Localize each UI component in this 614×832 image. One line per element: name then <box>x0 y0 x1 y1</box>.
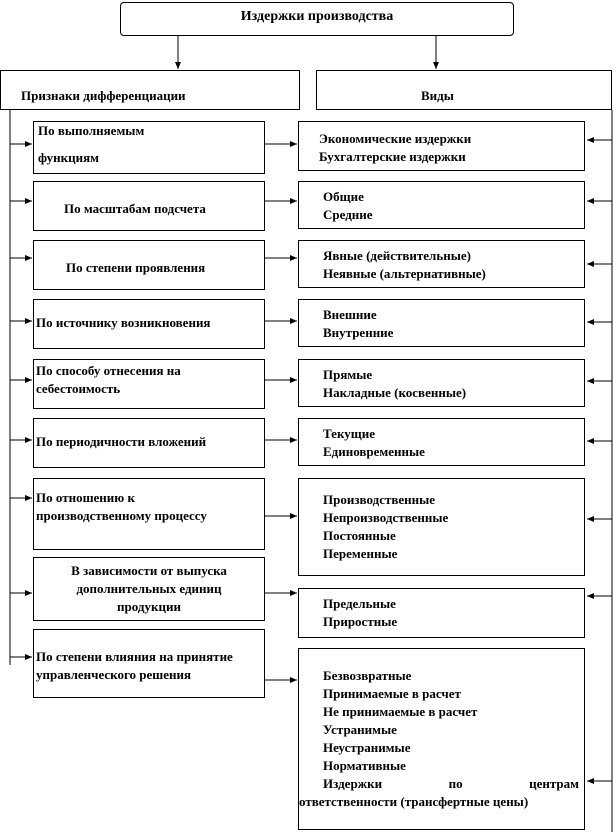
type-item-word: Издержки <box>323 776 383 791</box>
type-item: Прямые <box>323 367 373 382</box>
type-item: Безвозвратные <box>323 668 412 683</box>
criterion-box <box>33 478 265 550</box>
type-item: Внутренние <box>323 325 394 340</box>
types-box <box>298 299 585 347</box>
type-item-word: центрам <box>529 776 579 791</box>
criterion-text: продукции <box>117 599 181 614</box>
type-item: Средние <box>323 207 373 222</box>
type-item: ответственности (трансфертные цены) <box>299 794 529 809</box>
types-box <box>298 588 585 638</box>
type-item: Непроизводственные <box>323 510 449 525</box>
criterion-text: производственному процессу <box>36 508 207 523</box>
type-item: Явные (действительные) <box>323 248 471 263</box>
criterion-text: По степени влияния на принятие <box>36 649 233 664</box>
criterion-text: По периодичности вложений <box>36 434 207 449</box>
criteria-header <box>0 70 300 110</box>
criterion-text: функциям <box>38 150 100 165</box>
type-item: Единовременные <box>323 444 425 459</box>
criterion-box <box>33 240 265 290</box>
diagram-title-text: Издержки производства <box>240 9 394 24</box>
criterion-box <box>33 418 265 468</box>
type-item: Предельные <box>323 596 396 611</box>
criterion-text: По масштабам подсчета <box>64 201 206 216</box>
types-header-text: Виды <box>421 88 454 103</box>
diagram-title <box>120 2 514 36</box>
type-item: Производственные <box>323 492 436 507</box>
criterion-text: По способу отнесения на <box>36 363 181 378</box>
types-header <box>316 70 612 110</box>
types-box <box>298 648 585 830</box>
type-item: Накладные (косвенные) <box>323 385 467 400</box>
type-item: Не принимаемые в расчет <box>323 704 478 719</box>
type-item: Постоянные <box>323 528 396 543</box>
criterion-box <box>33 299 265 349</box>
type-item: Текущие <box>323 426 375 441</box>
types-box <box>298 359 585 407</box>
type-item: Неустранимые <box>323 740 411 755</box>
type-item: Принимаемые в расчет <box>323 686 461 701</box>
criterion-text: дополнительных единиц <box>76 581 222 596</box>
type-item: Общие <box>323 189 364 204</box>
types-box <box>298 240 585 288</box>
criterion-text: В зависимости от выпуска <box>71 563 227 578</box>
criterion-text: По степени проявления <box>66 260 206 275</box>
criterion-text: По выполняемым <box>38 123 145 138</box>
types-box <box>298 418 585 466</box>
type-item: Бухгалтерские издержки <box>319 149 466 164</box>
criterion-text: По источнику возникновения <box>36 315 211 330</box>
criterion-box <box>33 557 265 621</box>
criterion-box <box>33 629 265 698</box>
type-item: Устранимые <box>323 722 397 737</box>
type-item: Приростные <box>323 614 398 629</box>
criteria-header-text: Признаки дифференциации <box>21 88 186 103</box>
type-item: Неявные (альтернативные) <box>323 266 486 281</box>
type-item: Переменные <box>323 546 398 561</box>
criterion-box <box>33 181 265 231</box>
type-item-word: по <box>448 776 463 791</box>
type-item: Нормативные <box>323 758 406 773</box>
criterion-text: управленческого решения <box>36 667 192 682</box>
criterion-box <box>33 121 265 174</box>
types-box <box>298 478 585 576</box>
criterion-box <box>33 359 265 409</box>
types-box <box>298 181 585 229</box>
types-box <box>298 121 585 171</box>
type-item: Экономические издержки <box>319 131 472 146</box>
criterion-text: По отношению к <box>36 490 135 505</box>
criterion-text: себестоимость <box>36 381 121 396</box>
type-item: Внешние <box>323 307 377 322</box>
type-item <box>323 775 579 793</box>
